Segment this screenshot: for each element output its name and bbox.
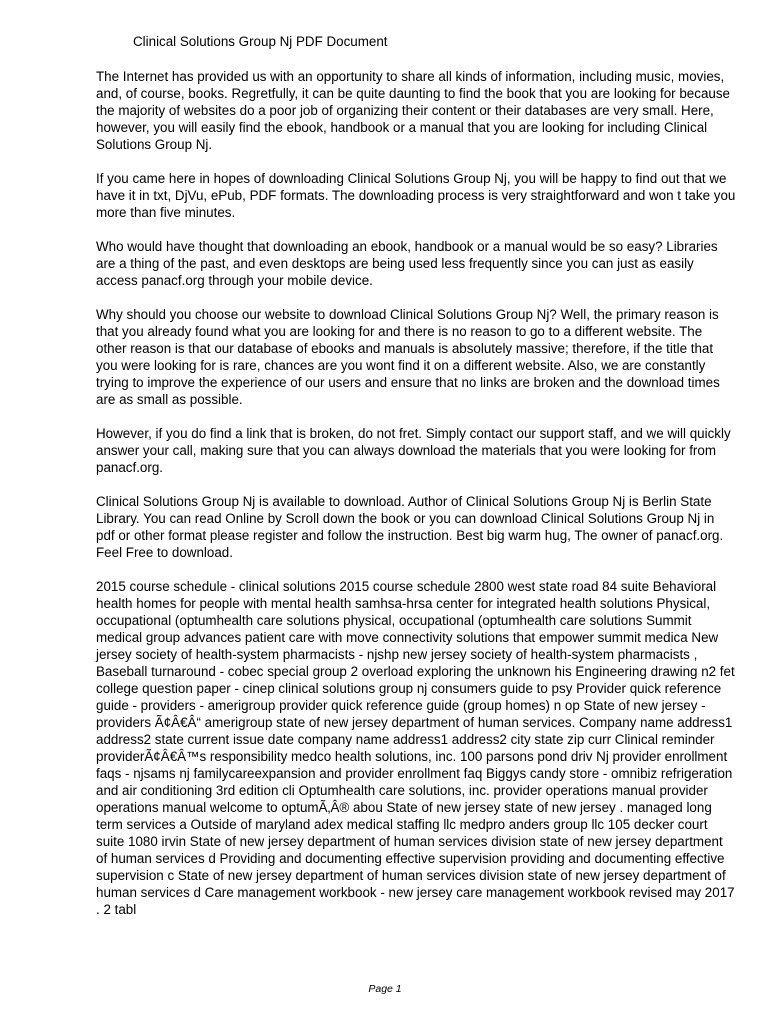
paragraph-why-choose: Why should you choose our website to download Clinical Solutions Group Nj? Well, the primary reason is that you already found what you are looking for and there is no reason to go to a different website. The other reason is that our database of ebooks and manuals is absolutely massive; therefore, if the title that you were looking for is rare, chances are you wont find it on a different website. Also, we are constantly trying to improve the experience of our users and ensure that no links are broken and the download times are as small as possible. [96, 307, 720, 407]
document-body [96, 68, 736, 918]
paragraph-availability: Clinical Solutions Group Nj is available to download. Author of Clinical Solutions Group Nj is Berlin State Library. You can read Online by Scroll down the book or you can download Clinical Solutions Group Nj in pdf or other format please register and follow the instruction. Best big warm hug, The owner of panacf.org. Feel Free to download. [96, 494, 724, 560]
page-number: Page 1 [368, 983, 402, 995]
paragraph-broken-link: However, if you do find a link that is broken, do not fret. Simply contact our support staff, and we will quickly answer your call, making sure that you can always download the materials that you were looking for from panacf.org. [96, 426, 731, 475]
paragraph-mobile: Who would have thought that downloading an ebook, handbook or a manual would be so easy? Libraries are a thing of the past, and even desktops are being used less frequently since you can just as easily access panacf.org through your mobile device. [96, 239, 718, 288]
paragraph-formats: If you came here in hopes of downloading Clinical Solutions Group Nj, you will be happy to find out that we have it in txt, DjVu, ePub, PDF formats. The downloading process is very straightforward and won t take you more than five minutes. [96, 171, 736, 220]
paragraph-intro: The Internet has provided us with an opportunity to share all kinds of information, including music, movies, and, of course, books. Regretfully, it can be quite daunting to find the book that you are looking for because the majority of websites do a poor job of organizing their content or their databases are very small. Here, however, you will easily find the ebook, handbook or a manual that you are looking for including Clinical Solutions Group Nj. [96, 69, 730, 152]
document-title: Clinical Solutions Group Nj PDF Document [133, 34, 388, 49]
paragraph-related-documents: 2015 course schedule - clinical solutions 2015 course schedule 2800 west state road 84 suite Behavioral health homes for people with mental health samhsa-hrsa center for integrated health solutions Physical, occupational (optumhealth care solutions physical, occupational (optumhealth care solutions Summit medical group advances patient care with move connectivity solutions that empower summit medica New jersey society of health-system pharmacists - njshp new jersey society of health-system pharmacists , Baseball turnaround - cobec special group 2 overload exploring the unknown his Engineering drawing n2 fet college question paper - cinep clinical solutions group nj consumers guide to psy Provider quick reference guide - providers - amerigroup provider quick reference guide (group homes) n op State of new jersey - providers Ã¢Â€Â“ amerigroup state of new jersey department of human services. Company name address1 address2 state current issue date company name address1 address2 city state zip curr Clinical reminder providerÃ¢Â€Â™s responsibility medco health solutions, inc. 100 parsons pond driv Nj provider enrollment faqs - njsams nj familycareexpansion and provider enrollment faq Biggys candy store - omnibiz refrigeration and air conditioning 3rd edition cli Optumhealth care solutions, inc. provider operations manual provider operations manual welcome to optumÃ‚Â® abou State of new jersey state of new jersey . managed long term services a Outside of maryland adex medical staffing llc medpro anders group llc 105 decker court suite 1080 irvin State of new jersey department of human services division state of new jersey department of human services d Providing and documenting effective supervision providing and documenting effective supervision c State of new jersey department of human services division state of new jersey department of human services d Care management workbook - new jersey care management workbook revised may 2017 . 2 tabl [96, 579, 735, 917]
